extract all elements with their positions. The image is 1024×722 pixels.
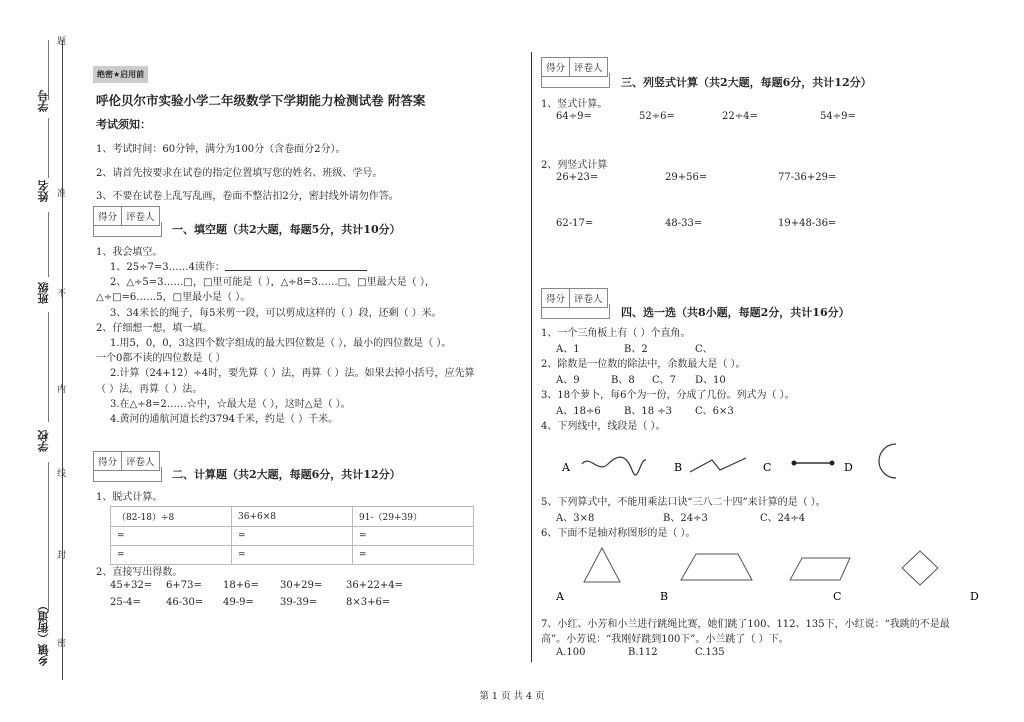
section2-title: 二、计算题（共2大题，每题6分，共计12分） bbox=[172, 468, 401, 481]
s4-q2: 2、除数是一位数的除法中，余数最大是（ ）。 bbox=[541, 359, 746, 370]
s1-line-1: 1、我会填空。 bbox=[96, 247, 163, 258]
margin-label-student-id: 学号 bbox=[37, 90, 50, 112]
table-cell: = bbox=[111, 527, 232, 546]
s1-line-5: 3、34米长的绳子，每5米剪一段，可以剪成这样的（ ）段，还剩（ ）米。 bbox=[110, 308, 442, 319]
grader-label: 评卷人 bbox=[121, 207, 159, 225]
s4-q7-opt-b: B.112 bbox=[628, 647, 658, 658]
s2-r1-c5: 36+22+4= bbox=[346, 580, 403, 591]
page-number: 第 1 页 共 4 页 bbox=[479, 691, 545, 702]
s3-q2-r2-c1: 62-17= bbox=[556, 218, 594, 229]
arc-shape bbox=[879, 444, 896, 478]
table-cell: = bbox=[232, 527, 353, 546]
binding-line bbox=[62, 40, 63, 680]
shape-label-c: C bbox=[833, 590, 842, 603]
margin-label-class: 班级 bbox=[37, 282, 50, 304]
s2-r1-c3: 18+6= bbox=[223, 580, 259, 591]
s1-line-9: 2.计算（24+12）÷4时，要先算（ ）法，再算（ ）法。如果去掉小括号，应先算 bbox=[110, 368, 475, 379]
s1-line-6: 2、仔细想一想，填一填。 bbox=[96, 323, 213, 334]
shape-label-a: A bbox=[556, 590, 564, 603]
s1-line-11: 3.在△÷8=2……☆中，☆最大是（ ），这时△是（ ）。 bbox=[110, 399, 351, 410]
s4-q5-opt-c: C、24÷4 bbox=[760, 513, 806, 524]
zigzag-line-shape bbox=[690, 458, 746, 472]
diamond-shape bbox=[902, 551, 938, 585]
s3-q1-item-1: 64÷9= bbox=[556, 111, 592, 122]
line-label-d: D bbox=[844, 461, 853, 474]
s1-line-12: 4.黄河的通航河道长约3794千米，约是（ ）千米。 bbox=[110, 414, 339, 425]
seal-char-1: 题 bbox=[57, 37, 67, 47]
grader-label: 评卷人 bbox=[569, 58, 607, 76]
table-cell: 36+6×8 bbox=[232, 507, 353, 527]
s2-r1-c2: 6+73= bbox=[166, 580, 202, 591]
s3-q2-r1-c1: 26+23= bbox=[556, 172, 599, 183]
table-row bbox=[111, 527, 474, 546]
column-divider bbox=[531, 52, 532, 662]
line-label-a: A bbox=[562, 461, 570, 474]
score-box-2-blank bbox=[93, 467, 162, 482]
s3-q1-item-3: 22÷4= bbox=[722, 111, 758, 122]
section4-title: 四、选一选（共8小题，每题2分，共计16分） bbox=[621, 306, 850, 319]
seal-char-4: 内 bbox=[57, 385, 67, 395]
notice-item-2: 2、请首先按要求在试卷的指定位置填写您的姓名、班级、学号。 bbox=[96, 168, 383, 179]
school-line bbox=[48, 462, 49, 612]
s2-q1: 1、脱式计算。 bbox=[96, 492, 163, 503]
s4-q2-opt-a: A、9 bbox=[556, 375, 580, 386]
segment-endpoint bbox=[792, 461, 797, 466]
notice-heading: 考试须知： bbox=[96, 118, 151, 131]
s3-q1: 1、竖式计算。 bbox=[541, 99, 608, 110]
score-label: 得分 bbox=[546, 63, 566, 74]
table-cell: （82-18）÷8 bbox=[111, 507, 232, 527]
s4-q4: 4、下列线中，线段是（ ）。 bbox=[541, 421, 666, 432]
score-label: 得分 bbox=[98, 212, 118, 223]
exam-title: 呼伦贝尔市实验小学二年级数学下学期能力检测试卷 附答案 bbox=[96, 93, 426, 108]
student-id-line bbox=[48, 118, 49, 178]
s1-line-8: 一个0都不读的四位数是（ ） bbox=[96, 353, 226, 364]
grader-label: 评卷人 bbox=[121, 452, 159, 470]
s4-q7-opt-a: A.100 bbox=[556, 647, 586, 658]
score-label: 得分 bbox=[546, 294, 566, 305]
s2-q2: 2、直接写出得数。 bbox=[96, 567, 183, 578]
seal-char-3: 不 bbox=[57, 289, 67, 299]
score-box-1-blank bbox=[93, 222, 162, 237]
s1-line-4: △÷□=6……5，□里最小是（ ）。 bbox=[96, 292, 251, 303]
seal-char-7: 密 bbox=[57, 639, 67, 649]
margin-label-township: 乡镇（街道） bbox=[37, 600, 50, 666]
name-line bbox=[48, 212, 49, 277]
s4-q1: 1、一个三角板上有（ ）个直角。 bbox=[541, 328, 691, 339]
notice-item-1: 1、考试时间：60分钟，满分为100分（含卷面分2分）。 bbox=[96, 144, 346, 155]
triangle-shape bbox=[584, 548, 620, 582]
s4-q7-line-2: 高”。小芳说：“我刚好跳到100下”。小兰跳了（ ）下。 bbox=[541, 634, 789, 645]
s2-r2-c3: 49-9= bbox=[223, 597, 254, 608]
s3-q1-item-2: 52÷6= bbox=[639, 111, 675, 122]
s4-q7-opt-c: C.135 bbox=[695, 647, 725, 658]
answer-underline bbox=[225, 262, 367, 271]
s2-r1-c1: 45+32= bbox=[110, 580, 153, 591]
s3-q2: 2、列竖式计算 bbox=[541, 160, 608, 171]
table-cell: 91-（29+39） bbox=[353, 507, 474, 527]
s4-q5-opt-a: A、3×8 bbox=[556, 513, 595, 524]
s4-q1-opt-b: B、2 bbox=[624, 344, 648, 355]
table-row bbox=[111, 507, 474, 527]
shape-label-b: B bbox=[660, 590, 669, 603]
s3-q2-r1-c2: 29+56= bbox=[665, 172, 708, 183]
s2-r1-c4: 30+29= bbox=[280, 580, 323, 591]
table-cell: = bbox=[353, 527, 474, 546]
s4-q1-opt-a: A、1 bbox=[556, 344, 580, 355]
stepwise-calc-table bbox=[110, 506, 474, 565]
s1-line-7: 1.用5，0，0，3这四个数字组成的最大四位数是（ ），最小的四位数是（ ）。 bbox=[110, 338, 452, 349]
section3-title: 三、列竖式计算（共2大题，每题6分，共计12分） bbox=[621, 76, 872, 89]
s4-q3: 3、18个萝卜，每6个为一份，分成了几份。列式为（ ）。 bbox=[541, 390, 795, 401]
table-row bbox=[111, 546, 474, 565]
score-box-3-blank bbox=[541, 73, 610, 88]
line-label-c: C bbox=[763, 461, 772, 474]
grader-label: 评卷人 bbox=[569, 289, 607, 307]
margin-label-name: 姓名 bbox=[37, 180, 50, 202]
s4-q7-line-1: 7、小红、小芳和小兰进行跳绳比赛，她们跳了100、112、135下，小红说：“我跳的不是最 bbox=[541, 619, 950, 630]
s3-q1-item-4: 54÷9= bbox=[820, 111, 856, 122]
s2-r2-c4: 39-39= bbox=[280, 597, 318, 608]
line-label-b: B bbox=[674, 461, 683, 474]
class-line bbox=[48, 312, 49, 422]
table-cell: = bbox=[353, 546, 474, 565]
shape-label-d: D bbox=[970, 590, 979, 603]
s1-line-10: （ ）法，再算（ ）法。 bbox=[96, 384, 203, 395]
parallelogram-shape bbox=[790, 558, 850, 580]
seal-char-5: 线 bbox=[57, 469, 67, 479]
trapezoid-shape bbox=[681, 554, 752, 580]
s4-q3-opt-a: A、18÷6 bbox=[556, 406, 601, 417]
s2-r2-c2: 46-30= bbox=[166, 597, 204, 608]
score-label: 得分 bbox=[98, 457, 118, 468]
s2-r2-c5: 8×3+6= bbox=[346, 597, 391, 608]
s4-q5: 5、下列算式中，不能用乘法口诀“三八二十四”来计算的是（ ）。 bbox=[541, 497, 826, 508]
seal-char-2: 准 bbox=[57, 189, 67, 199]
s3-q2-r2-c3: 19+48-36= bbox=[778, 218, 837, 229]
s4-q2-opt-b: B、8 bbox=[611, 375, 635, 386]
section1-title: 一、填空题（共2大题，每题5分，共计10分） bbox=[172, 223, 401, 236]
s2-r2-c1: 25-4= bbox=[110, 597, 141, 608]
curve-line-shape bbox=[582, 457, 646, 475]
s3-q2-r2-c2: 48-33= bbox=[665, 218, 703, 229]
s4-q6: 6、下面不是轴对称图形的是（ ）。 bbox=[541, 528, 696, 539]
score-box-4-blank bbox=[541, 304, 610, 319]
s4-q2-opt-c: C、7 bbox=[652, 375, 677, 386]
shape-options-figure bbox=[550, 545, 990, 605]
s4-q3-opt-b: B、18 ÷3 bbox=[624, 406, 672, 417]
seal-char-6: 封 bbox=[57, 551, 67, 561]
s4-q5-opt-b: B、24÷3 bbox=[663, 513, 708, 524]
s1-line-2: 1、25÷7=3……4读作： bbox=[110, 258, 367, 273]
s1-line-3: 2、△÷5=3……□，□里可能是（ ），△÷8=3……□，□里最大是（ ）， bbox=[110, 277, 435, 288]
segment-endpoint bbox=[830, 461, 835, 466]
line-options-figure bbox=[560, 440, 900, 490]
table-cell: = bbox=[232, 546, 353, 565]
table-cell: = bbox=[111, 546, 232, 565]
s3-q2-r1-c3: 77-36+29= bbox=[778, 172, 837, 183]
s4-q3-opt-c: C、6×3 bbox=[695, 406, 734, 417]
confidential-badge: 绝密★启用前 bbox=[93, 66, 148, 83]
notice-item-3: 3、不要在试卷上乱写乱画，卷面不整洁扣2分，密封线外请勿作答。 bbox=[96, 191, 399, 202]
s4-q2-opt-d: D、10 bbox=[695, 375, 726, 386]
margin-label-school: 学校 bbox=[37, 430, 50, 452]
s4-q1-opt-c: C、 bbox=[695, 344, 713, 355]
